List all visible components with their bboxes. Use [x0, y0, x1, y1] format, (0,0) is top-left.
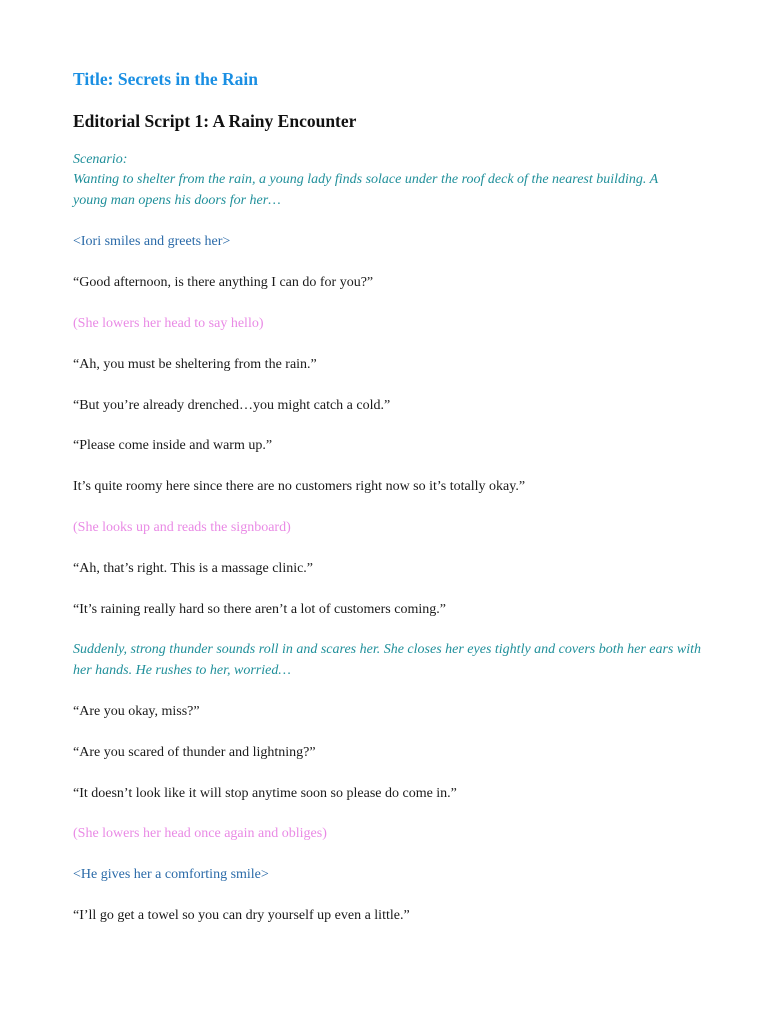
scenario-text-line: young man opens his doors for her… — [73, 193, 281, 208]
stage-direction: <He gives her a comforting smile> — [73, 867, 269, 882]
dialogue-line: “Please come inside and warm up.” — [73, 438, 273, 453]
narration-line: Suddenly, strong thunder sounds roll in and scares her. She closes her eyes tightly and covers both her ears with — [73, 642, 701, 657]
action-line: (She lowers her head once again and obliges) — [73, 826, 327, 841]
dialogue-line: “It’s raining really hard so there aren’t a lot of customers coming.” — [73, 602, 446, 617]
scenario-label: Scenario: — [73, 152, 128, 167]
dialogue-line: “Ah, you must be sheltering from the rain.” — [73, 357, 317, 372]
dialogue-line: “Are you okay, miss?” — [73, 704, 200, 719]
action-line: (She looks up and reads the signboard) — [73, 520, 291, 535]
narration-line: her hands. He rushes to her, worried… — [73, 663, 291, 678]
dialogue-line: It’s quite roomy here since there are no customers right now so it’s totally okay.” — [73, 479, 526, 494]
stage-direction: <Iori smiles and greets her> — [73, 234, 231, 249]
dialogue-line: “Ah, that’s right. This is a massage clinic.” — [73, 561, 314, 576]
dialogue-line: “Good afternoon, is there anything I can do for you?” — [73, 275, 374, 290]
dialogue-line: “Are you scared of thunder and lightning?” — [73, 745, 316, 760]
dialogue-line: “It doesn’t look like it will stop anytime soon so please do come in.” — [73, 786, 457, 801]
action-line: (She lowers her head to say hello) — [73, 316, 264, 331]
scenario-text-line: Wanting to shelter from the rain, a young lady finds solace under the roof deck of the nearest building. A — [73, 172, 659, 187]
document-title: Title: Secrets in the Rain — [73, 69, 259, 89]
dialogue-line: “I’ll go get a towel so you can dry yourself up even a little.” — [73, 908, 410, 923]
dialogue-line: “But you’re already drenched…you might catch a cold.” — [73, 398, 391, 413]
script-heading: Editorial Script 1: A Rainy Encounter — [73, 111, 357, 131]
